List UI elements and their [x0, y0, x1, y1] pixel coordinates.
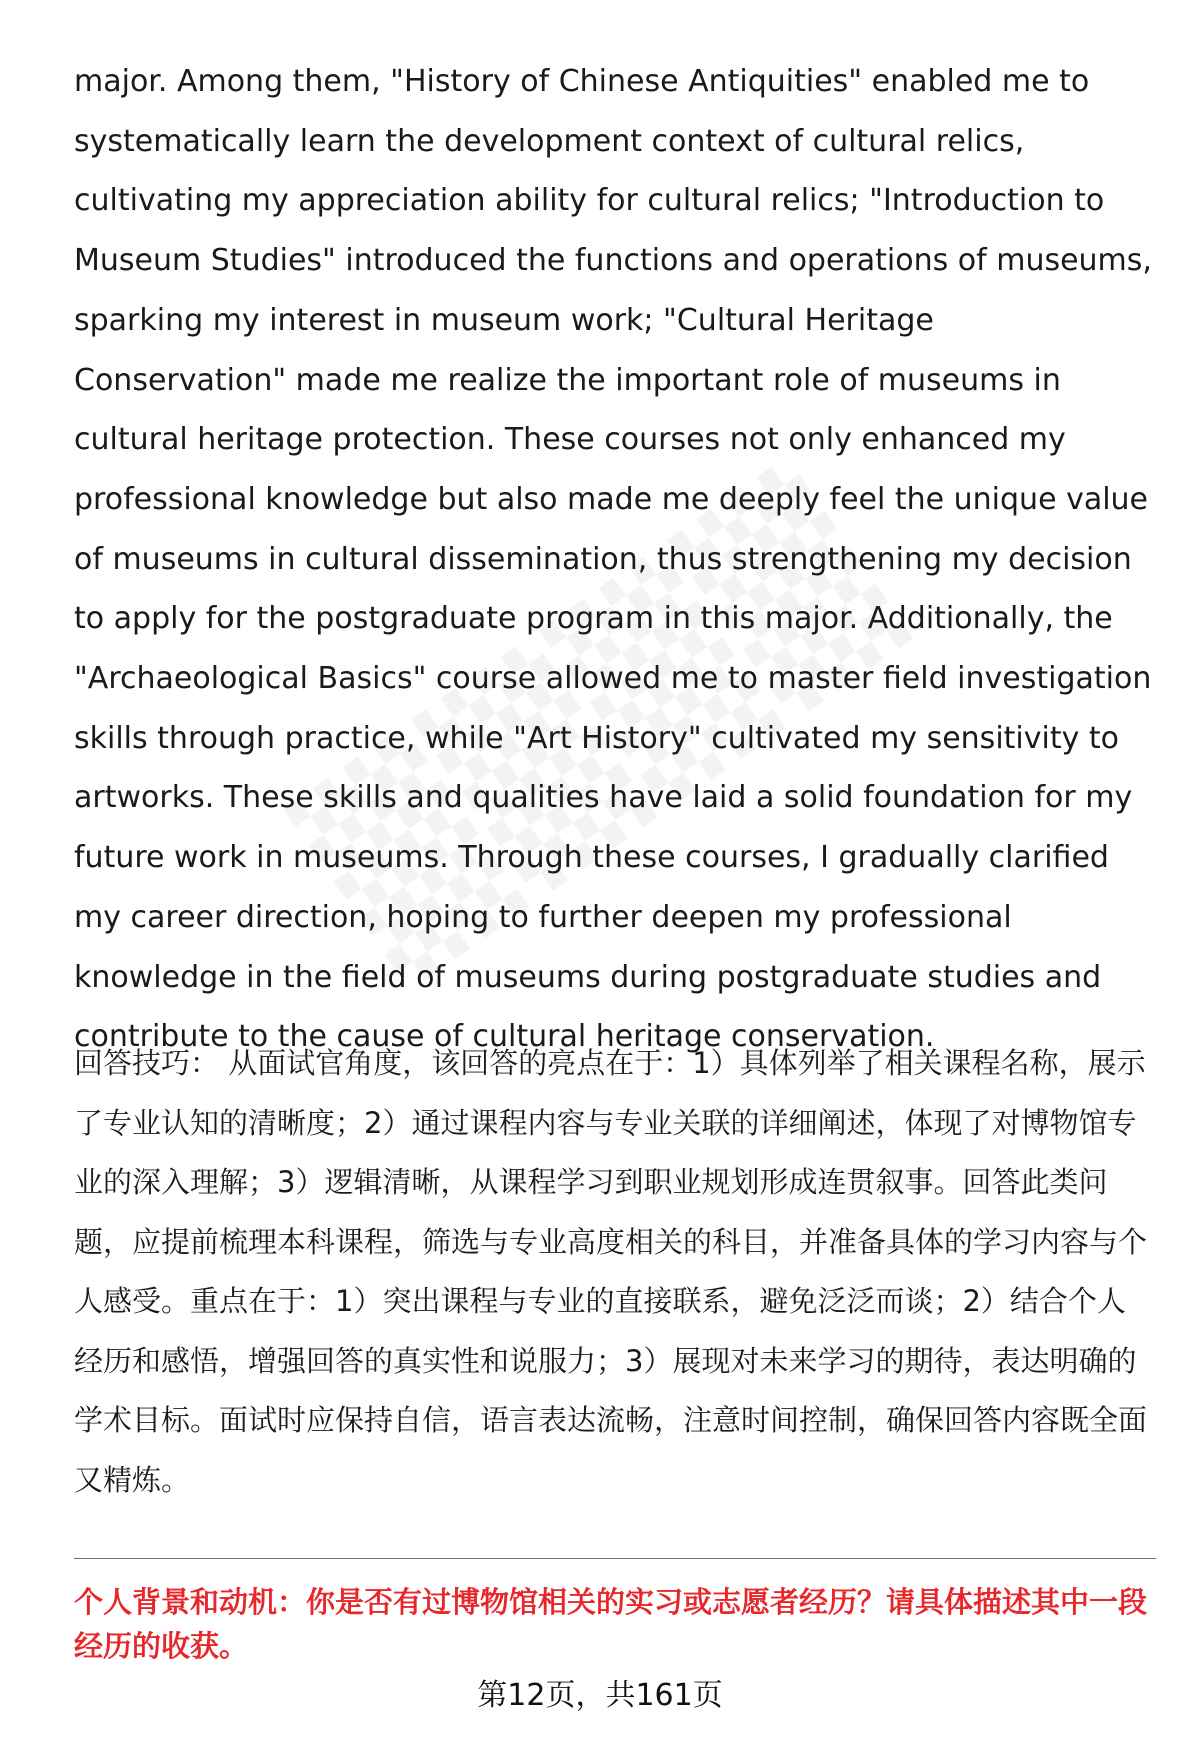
next-question-heading: 个人背景和动机：你是否有过博物馆相关的实习或志愿者经历？请具体描述其中一段经历的收获。 — [74, 1585, 1148, 1663]
answer-tips — [74, 1034, 1154, 1510]
body-paragraph: major. Among them, "History of Chinese Antiquities" enabled me to systematically learn the development context of cultural relics, cultivating my appreciation ability for cultural relics; "Introduction to Museum Studies" introduced the functions and operations of museums, sparking my interest in museum work; "Cultural Heritage Conservation" made me realize the important role of museums in cultural heritage protection. These courses not only enhanced my professional knowledge but also made me deeply feel the unique value of museums in cultural dissemination, thus strengthening my decision to apply for the postgraduate program in this major. Additionally, the "Archaeological Basics" course allowed me to master field investigation skills through practice, while "Art History" cultivated my sensitivity to artworks. These skills and qualities have laid a solid foundation for my future work in museums. Through these courses, I gradually clarified my career direction, hoping to further deepen my professional knowledge in the field of museums during postgraduate studies and contribute to the cause of cultural heritage conservation. — [74, 64, 1152, 1055]
tips-label: 回答技巧： — [74, 1046, 220, 1080]
page-number-footer: 第12页，共161页 — [477, 1678, 723, 1713]
section-divider — [74, 1558, 1156, 1559]
tips-text: 从面试官角度，该回答的亮点在于：1）具体列举了相关课程名称，展示了专业认知的清晰度；2）通过课程内容与专业关联的详细阐述，体现了对博物馆专业的深入理解；3）逻辑清晰，从课程学习到职业规划形成连贯叙事。回答此类问题，应提前梳理本科课程，筛选与专业高度相关的科目，并准备具体的学习内容与个人感受。重点在于：1）突出课程与专业的直接联系，避免泛泛而谈；2）结合个人经历和感悟，增强回答的真实性和说服力；3）展现对未来学习的期待，表达明确的学术目标。面试时应保持自信，语言表达流畅，注意时间控制，确保回答内容既全面又精炼。 — [74, 1046, 1148, 1497]
